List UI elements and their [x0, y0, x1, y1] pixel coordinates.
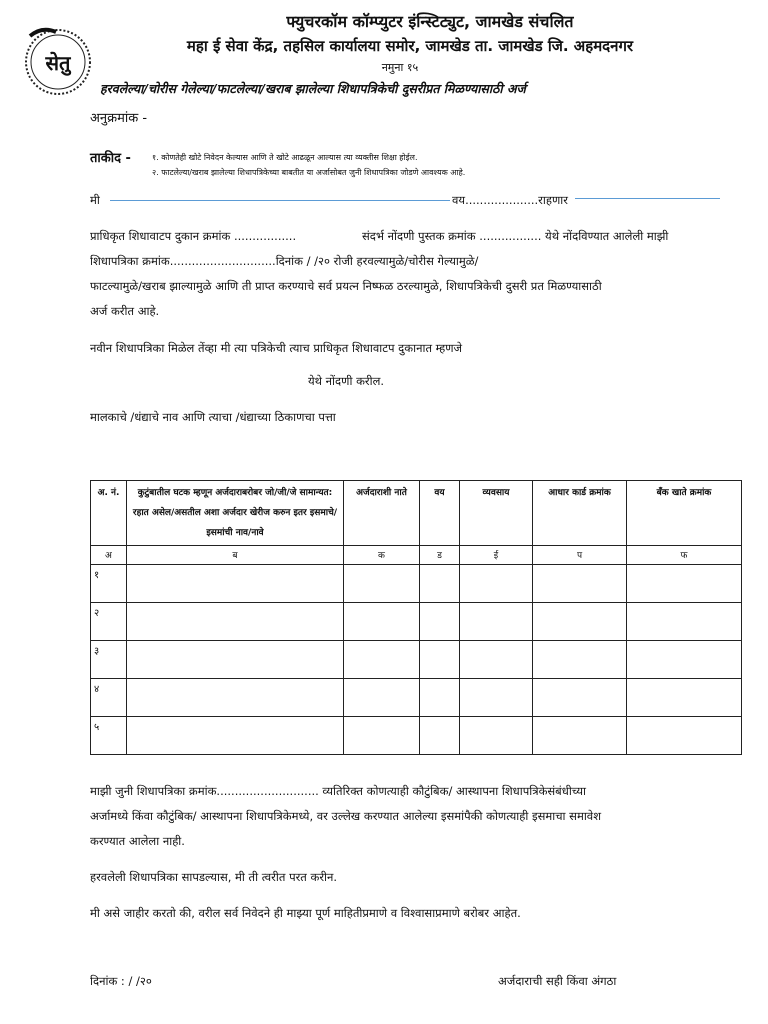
row-number: ४: [91, 679, 127, 717]
col-age: वय: [420, 481, 460, 546]
table-row: [91, 679, 742, 717]
table-header-row: [91, 481, 742, 546]
declaration: मी असे जाहीर करतो की, वरील सर्व निवेदने ही माझ्या पूर्ण माहितीप्रमाणे व विश्वासाप्रमाणे बरोबर आहेत.: [90, 906, 521, 920]
col-serial: अ. नं.: [91, 481, 127, 546]
col-aadhaar: आधार कार्ड क्रमांक: [533, 481, 627, 546]
date-field[interactable]: दिनांक : / /२०: [90, 974, 152, 988]
aadhaar-cell[interactable]: [533, 641, 627, 679]
row-number: १: [91, 565, 127, 603]
aadhaar-cell[interactable]: [533, 603, 627, 641]
table-row: [91, 641, 742, 679]
owner-address-label: मालकाचे /धंद्याचे नाव आणि त्याचा /धंद्याच्या ठिकाणचा पत्ता: [90, 410, 336, 424]
member-name-cell[interactable]: [127, 641, 344, 679]
occupation-cell[interactable]: [460, 565, 533, 603]
bank-account-cell[interactable]: [627, 603, 742, 641]
row-number: ३: [91, 641, 127, 679]
occupation-cell[interactable]: [460, 679, 533, 717]
occupation-cell[interactable]: [460, 717, 533, 755]
warning-note-2: २. फाटलेल्या/खराब झालेल्या शिधापत्रिकेच्या बाबतीत या अर्जासोबत जुनी शिधापत्रिका जोडणे आवश्यक आहे.: [152, 168, 466, 177]
old-card-statement-1: माझी जुनी शिधापत्रिका क्रमांक............................ व्यतिरिक्त कोणत्याही कौटुंबिक/ आस्थापना शिधापत्रिकेसंबंधीच्या: [90, 784, 586, 798]
relation-cell[interactable]: [344, 717, 420, 755]
warning-label: ताकीद -: [90, 151, 131, 166]
family-members-table: [90, 480, 742, 755]
letter-a: अ: [91, 546, 127, 565]
col-member-names: कुटुंबातील घटक म्हणून अर्जदाराबरोबर जो/जी/जे सामान्यत: रहात असेल/असतील अशा अर्जदार खेरीज करुन इतर इसमाचे/इसमांची नाव/नावे: [127, 481, 344, 546]
age-cell[interactable]: [420, 565, 460, 603]
aadhaar-cell[interactable]: [533, 679, 627, 717]
return-undertaking: हरवलेली शिधापत्रिका सापडल्यास, मी ती त्वरीत परत करीन.: [90, 870, 338, 884]
serial-number-label: अनुक्रमांक -: [90, 111, 148, 126]
col-bank-account: बँक खाते क्रमांक: [627, 481, 742, 546]
table-row: [91, 603, 742, 641]
age-cell[interactable]: [420, 679, 460, 717]
form-number: नमुना १५: [381, 61, 419, 74]
reason-line: फाटल्यामुळे/खराब झाल्यामुळे आणि ती प्राप्त करण्याचे सर्व प्रयत्न निष्फळ ठरल्यामुळे, शिधापत्रिकेची दुसरी प्रत मिळण्यासाठी: [90, 279, 602, 293]
application-line: अर्ज करीत आहे.: [90, 304, 160, 318]
col-relation: अर्जदाराशी नाते: [344, 481, 420, 546]
bank-account-cell[interactable]: [627, 565, 742, 603]
residence-rule: [575, 198, 720, 199]
letter-i: ई: [460, 546, 533, 565]
old-card-statement-2: अर्जामध्ये किंवा कौटुंबिक/ आस्थापना शिधापत्रिकेमध्ये, वर उल्लेख करण्यात आलेल्या इसमांपैकी कोणत्याही इसमाचा समावेश: [90, 809, 602, 823]
shop-number-label: प्राधिकृत शिधावाटप दुकान क्रमांक .................: [90, 229, 297, 243]
table-row: [91, 717, 742, 755]
letter-d: ड: [420, 546, 460, 565]
institute-name: फ्युचरकॉम कॉम्प्युटर इंन्स्टिट्युट, जामखेड संचलित: [286, 12, 574, 31]
aadhaar-cell[interactable]: [533, 717, 627, 755]
age-cell[interactable]: [420, 641, 460, 679]
occupation-cell[interactable]: [460, 641, 533, 679]
member-name-cell[interactable]: [127, 603, 344, 641]
name-rule: [110, 200, 450, 201]
svg-text:सेतु: सेतु: [45, 51, 71, 75]
register-number-label: संदर्भ नोंदणी पुस्तक क्रमांक ................. येथे नोंदविण्यात आलेली माझी: [362, 229, 669, 243]
relation-cell[interactable]: [344, 565, 420, 603]
applicant-label: मी: [90, 193, 100, 207]
center-address: महा ई सेवा केंद्र, तहसिल कार्यालया समोर, जामखेड ता. जामखेड जि. अहमदनगर: [186, 37, 634, 55]
letter-p: प: [533, 546, 627, 565]
age-residence-label: वय....................राहणार: [452, 193, 568, 207]
registration-line: नवीन शिधापत्रिका मिळेल तेंव्हा मी त्या पत्रिकेची त्याच प्राधिकृत शिधावाटप दुकानात म्हणजे: [90, 341, 463, 355]
relation-cell[interactable]: [344, 603, 420, 641]
ration-card-line: शिधापत्रिका क्रमांक.............................दिनांक / /२० रोजी हरवल्यामुळे/चोरीस गेल्यामुळे/: [90, 254, 479, 268]
signature-label: अर्जदाराची सही किंवा अंगठा: [498, 974, 617, 988]
bank-account-cell[interactable]: [627, 641, 742, 679]
bank-account-cell[interactable]: [627, 717, 742, 755]
row-number: ५: [91, 717, 127, 755]
relation-cell[interactable]: [344, 641, 420, 679]
table-row: [91, 565, 742, 603]
setu-logo: [22, 22, 94, 108]
form-title: हरवलेल्या/चोरीस गेलेल्या/फाटलेल्या/खराब झालेल्या शिधापत्रिकेची दुसरीप्रत मिळण्यासाठी अर्ज: [100, 81, 526, 96]
bank-account-cell[interactable]: [627, 679, 742, 717]
relation-cell[interactable]: [344, 679, 420, 717]
aadhaar-cell[interactable]: [533, 565, 627, 603]
occupation-cell[interactable]: [460, 603, 533, 641]
col-occupation: व्यवसाय: [460, 481, 533, 546]
old-card-statement-3: करण्यात आलेला नाही.: [90, 834, 185, 848]
row-number: २: [91, 603, 127, 641]
member-name-cell[interactable]: [127, 679, 344, 717]
letter-k: क: [344, 546, 420, 565]
letter-ph: फ: [627, 546, 742, 565]
member-name-cell[interactable]: [127, 717, 344, 755]
warning-note-1: १. कोणतेही खोटे निवेदन केल्यास आणि ते खोटे आढळून आल्यास त्या व्यक्तीस शिक्षा होईल.: [152, 153, 418, 162]
registration-end: येथे नोंदणी करील.: [308, 374, 385, 388]
member-name-cell[interactable]: [127, 565, 344, 603]
age-cell[interactable]: [420, 717, 460, 755]
age-cell[interactable]: [420, 603, 460, 641]
column-letter-row: [91, 546, 742, 565]
letter-b: ब: [127, 546, 344, 565]
